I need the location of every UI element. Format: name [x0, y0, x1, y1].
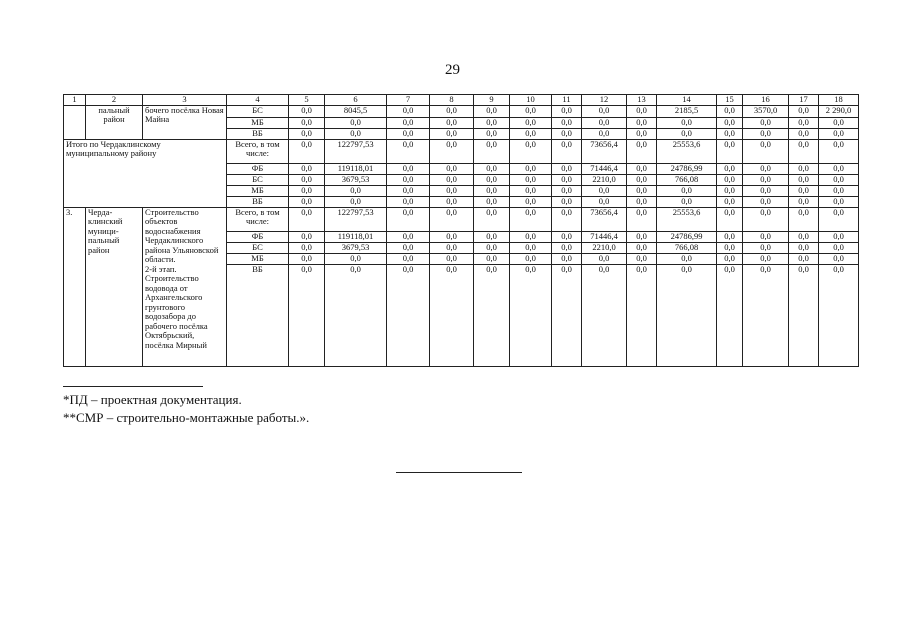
value-cell: 0,0: [743, 163, 789, 174]
funding-source-cell: МБ: [227, 253, 289, 264]
value-cell: 0,0: [289, 207, 325, 231]
value-cell: 0,0: [387, 139, 430, 163]
value-cell: 3679,53: [325, 242, 387, 253]
value-cell: 0,0: [325, 264, 387, 366]
value-cell: 0,0: [552, 231, 582, 242]
value-cell: 0,0: [387, 105, 430, 117]
value-cell: 24786,99: [657, 231, 717, 242]
description-cell: бочего посёлка Новая Майна: [143, 105, 227, 139]
value-cell: 0,0: [510, 174, 552, 185]
header-cell: 1: [64, 95, 86, 106]
value-cell: 0,0: [474, 105, 510, 117]
value-cell: 0,0: [430, 242, 474, 253]
district-cell: пальный район: [86, 105, 143, 139]
value-cell: 0,0: [510, 242, 552, 253]
value-cell: 0,0: [657, 253, 717, 264]
value-cell: 0,0: [289, 264, 325, 366]
value-cell: 119118,01: [325, 231, 387, 242]
value-cell: 0,0: [387, 231, 430, 242]
value-cell: 0,0: [510, 117, 552, 128]
value-cell: 0,0: [289, 185, 325, 196]
value-cell: 0,0: [789, 264, 819, 366]
value-cell: 0,0: [510, 231, 552, 242]
header-cell: 3: [143, 95, 227, 106]
value-cell: 0,0: [582, 105, 627, 117]
funding-source-cell: ВБ: [227, 264, 289, 366]
financing-table: [63, 94, 859, 367]
value-cell: 0,0: [325, 128, 387, 139]
value-cell: 0,0: [582, 185, 627, 196]
funding-source-cell: Всего, в том числе:: [227, 207, 289, 231]
value-cell: 0,0: [627, 231, 657, 242]
value-cell: 0,0: [510, 139, 552, 163]
value-cell: 0,0: [743, 196, 789, 207]
value-cell: 0,0: [552, 163, 582, 174]
value-cell: 0,0: [289, 105, 325, 117]
value-cell: 0,0: [510, 253, 552, 264]
value-cell: 0,0: [743, 207, 789, 231]
value-cell: 0,0: [552, 139, 582, 163]
value-cell: 0,0: [289, 139, 325, 163]
value-cell: 0,0: [789, 117, 819, 128]
district-cell: Черда-клинский муници-пальный район: [86, 207, 143, 366]
value-cell: 0,0: [819, 242, 859, 253]
value-cell: 0,0: [743, 117, 789, 128]
value-cell: 0,0: [819, 231, 859, 242]
value-cell: 0,0: [819, 207, 859, 231]
value-cell: 0,0: [627, 242, 657, 253]
total-label-cell: Итого по Чердаклинскому муниципальному району: [64, 139, 227, 207]
value-cell: 0,0: [717, 196, 743, 207]
value-cell: 0,0: [717, 174, 743, 185]
item-number-cell: [64, 105, 86, 139]
value-cell: 0,0: [474, 231, 510, 242]
value-cell: 0,0: [789, 128, 819, 139]
value-cell: 0,0: [430, 196, 474, 207]
value-cell: 0,0: [819, 264, 859, 366]
table-row: [64, 207, 859, 231]
value-cell: 0,0: [289, 253, 325, 264]
funding-source-cell: ФБ: [227, 231, 289, 242]
page-number: 29: [445, 62, 460, 78]
header-cell: 11: [552, 95, 582, 106]
value-cell: 0,0: [474, 185, 510, 196]
value-cell: 25553,6: [657, 207, 717, 231]
value-cell: 0,0: [627, 264, 657, 366]
value-cell: 0,0: [325, 117, 387, 128]
header-cell: 9: [474, 95, 510, 106]
value-cell: 0,0: [430, 207, 474, 231]
value-cell: 0,0: [627, 207, 657, 231]
value-cell: 0,0: [430, 185, 474, 196]
value-cell: 0,0: [717, 163, 743, 174]
value-cell: 0,0: [387, 174, 430, 185]
value-cell: 0,0: [582, 253, 627, 264]
value-cell: 0,0: [627, 163, 657, 174]
value-cell: 71446,4: [582, 231, 627, 242]
value-cell: 0,0: [552, 196, 582, 207]
funding-source-cell: Всего, в том числе:: [227, 139, 289, 163]
value-cell: 0,0: [289, 128, 325, 139]
value-cell: 0,0: [819, 174, 859, 185]
value-cell: 0,0: [657, 196, 717, 207]
value-cell: 0,0: [510, 207, 552, 231]
value-cell: 0,0: [717, 207, 743, 231]
value-cell: 0,0: [717, 185, 743, 196]
value-cell: 0,0: [289, 163, 325, 174]
value-cell: 0,0: [552, 253, 582, 264]
value-cell: 0,0: [430, 264, 474, 366]
value-cell: 122797,53: [325, 139, 387, 163]
value-cell: 0,0: [819, 139, 859, 163]
value-cell: 0,0: [789, 174, 819, 185]
value-cell: 0,0: [474, 174, 510, 185]
value-cell: 0,0: [717, 253, 743, 264]
value-cell: 0,0: [474, 196, 510, 207]
description-cell: Строительство объектов водоснабжения Чердаклинского района Ульяновской области. 2-й этап. Строительство водовода от Архангельского грунтового водозабора до рабочего посёлка Октябрьский, посёлка Мирный: [143, 207, 227, 366]
header-cell: 14: [657, 95, 717, 106]
value-cell: 0,0: [552, 264, 582, 366]
value-cell: 0,0: [552, 174, 582, 185]
value-cell: 2 290,0: [819, 105, 859, 117]
value-cell: 0,0: [582, 117, 627, 128]
value-cell: 0,0: [474, 163, 510, 174]
value-cell: 73656,4: [582, 139, 627, 163]
value-cell: 0,0: [717, 105, 743, 117]
value-cell: 0,0: [789, 163, 819, 174]
item-number-cell: 3.: [64, 207, 86, 366]
footnote-smr: **СМР – строительно-монтажные работы.».: [63, 410, 310, 425]
value-cell: 3570,0: [743, 105, 789, 117]
value-cell: 0,0: [717, 117, 743, 128]
header-cell: 6: [325, 95, 387, 106]
value-cell: 0,0: [717, 231, 743, 242]
value-cell: 0,0: [627, 117, 657, 128]
value-cell: 0,0: [552, 207, 582, 231]
value-cell: 0,0: [819, 163, 859, 174]
value-cell: 0,0: [789, 185, 819, 196]
value-cell: 0,0: [819, 253, 859, 264]
funding-source-cell: МБ: [227, 185, 289, 196]
value-cell: 0,0: [657, 117, 717, 128]
value-cell: 0,0: [430, 174, 474, 185]
value-cell: 0,0: [289, 117, 325, 128]
value-cell: 0,0: [717, 264, 743, 366]
value-cell: 0,0: [582, 196, 627, 207]
value-cell: 71446,4: [582, 163, 627, 174]
value-cell: 0,0: [552, 128, 582, 139]
value-cell: 0,0: [325, 185, 387, 196]
value-cell: 0,0: [819, 185, 859, 196]
table-row: [64, 105, 859, 117]
value-cell: 0,0: [717, 128, 743, 139]
value-cell: 2185,5: [657, 105, 717, 117]
value-cell: 0,0: [430, 253, 474, 264]
value-cell: 0,0: [474, 264, 510, 366]
value-cell: 0,0: [510, 105, 552, 117]
value-cell: 0,0: [552, 117, 582, 128]
value-cell: 0,0: [657, 264, 717, 366]
value-cell: 0,0: [552, 185, 582, 196]
value-cell: 122797,53: [325, 207, 387, 231]
value-cell: 0,0: [743, 174, 789, 185]
value-cell: 0,0: [657, 128, 717, 139]
value-cell: 0,0: [743, 253, 789, 264]
value-cell: 0,0: [627, 185, 657, 196]
value-cell: 0,0: [627, 139, 657, 163]
end-rule: [396, 472, 522, 473]
value-cell: 0,0: [474, 128, 510, 139]
value-cell: 0,0: [510, 196, 552, 207]
value-cell: 0,0: [627, 253, 657, 264]
header-cell: 16: [743, 95, 789, 106]
value-cell: 25553,6: [657, 139, 717, 163]
header-cell: 18: [819, 95, 859, 106]
header-cell: 17: [789, 95, 819, 106]
value-cell: 0,0: [387, 163, 430, 174]
funding-source-cell: ФБ: [227, 163, 289, 174]
value-cell: 0,0: [474, 139, 510, 163]
value-cell: 0,0: [743, 242, 789, 253]
value-cell: 2210,0: [582, 174, 627, 185]
value-cell: 2210,0: [582, 242, 627, 253]
value-cell: 3679,53: [325, 174, 387, 185]
value-cell: 0,0: [325, 253, 387, 264]
value-cell: 0,0: [819, 196, 859, 207]
value-cell: 0,0: [789, 196, 819, 207]
value-cell: 0,0: [657, 185, 717, 196]
value-cell: 0,0: [627, 105, 657, 117]
value-cell: 0,0: [387, 242, 430, 253]
table-header-row: [64, 95, 859, 106]
value-cell: 0,0: [289, 196, 325, 207]
value-cell: 0,0: [743, 128, 789, 139]
value-cell: 0,0: [717, 139, 743, 163]
value-cell: 0,0: [510, 163, 552, 174]
value-cell: 0,0: [430, 105, 474, 117]
value-cell: 0,0: [582, 264, 627, 366]
header-cell: 12: [582, 95, 627, 106]
value-cell: 0,0: [387, 253, 430, 264]
header-cell: 5: [289, 95, 325, 106]
value-cell: 0,0: [387, 264, 430, 366]
value-cell: 0,0: [552, 242, 582, 253]
header-cell: 15: [717, 95, 743, 106]
value-cell: 0,0: [627, 196, 657, 207]
value-cell: 766,08: [657, 242, 717, 253]
value-cell: 24786,99: [657, 163, 717, 174]
footnote-rule: [63, 386, 203, 387]
value-cell: 0,0: [430, 117, 474, 128]
value-cell: 0,0: [289, 174, 325, 185]
value-cell: 0,0: [325, 196, 387, 207]
value-cell: 0,0: [789, 253, 819, 264]
funding-source-cell: БС: [227, 105, 289, 117]
funding-source-cell: ВБ: [227, 196, 289, 207]
value-cell: 0,0: [474, 207, 510, 231]
value-cell: 0,0: [789, 207, 819, 231]
value-cell: 0,0: [387, 185, 430, 196]
value-cell: 0,0: [510, 128, 552, 139]
value-cell: 0,0: [430, 163, 474, 174]
value-cell: 0,0: [430, 231, 474, 242]
value-cell: 0,0: [789, 139, 819, 163]
value-cell: 0,0: [743, 139, 789, 163]
value-cell: 0,0: [789, 242, 819, 253]
funding-source-cell: БС: [227, 174, 289, 185]
value-cell: 0,0: [510, 185, 552, 196]
value-cell: 0,0: [474, 117, 510, 128]
value-cell: 0,0: [819, 128, 859, 139]
value-cell: 0,0: [289, 242, 325, 253]
value-cell: 0,0: [582, 128, 627, 139]
table-row: [64, 139, 859, 163]
value-cell: 8045,5: [325, 105, 387, 117]
value-cell: 0,0: [510, 264, 552, 366]
value-cell: 0,0: [387, 196, 430, 207]
value-cell: 0,0: [627, 174, 657, 185]
header-cell: 2: [86, 95, 143, 106]
header-cell: 4: [227, 95, 289, 106]
footnote-pd: *ПД – проектная документация.: [63, 392, 242, 407]
value-cell: 0,0: [789, 231, 819, 242]
value-cell: 0,0: [789, 105, 819, 117]
value-cell: 0,0: [387, 117, 430, 128]
value-cell: 0,0: [289, 231, 325, 242]
funding-source-cell: БС: [227, 242, 289, 253]
value-cell: 119118,01: [325, 163, 387, 174]
value-cell: 0,0: [552, 105, 582, 117]
funding-source-cell: ВБ: [227, 128, 289, 139]
value-cell: 0,0: [387, 207, 430, 231]
header-cell: 13: [627, 95, 657, 106]
value-cell: 0,0: [743, 231, 789, 242]
value-cell: 0,0: [430, 128, 474, 139]
value-cell: 0,0: [819, 117, 859, 128]
header-cell: 10: [510, 95, 552, 106]
value-cell: 0,0: [743, 264, 789, 366]
header-cell: 8: [430, 95, 474, 106]
value-cell: 0,0: [474, 242, 510, 253]
value-cell: 766,08: [657, 174, 717, 185]
value-cell: 73656,4: [582, 207, 627, 231]
value-cell: 0,0: [474, 253, 510, 264]
header-cell: 7: [387, 95, 430, 106]
value-cell: 0,0: [743, 185, 789, 196]
value-cell: 0,0: [387, 128, 430, 139]
funding-source-cell: МБ: [227, 117, 289, 128]
value-cell: 0,0: [717, 242, 743, 253]
value-cell: 0,0: [627, 128, 657, 139]
value-cell: 0,0: [430, 139, 474, 163]
